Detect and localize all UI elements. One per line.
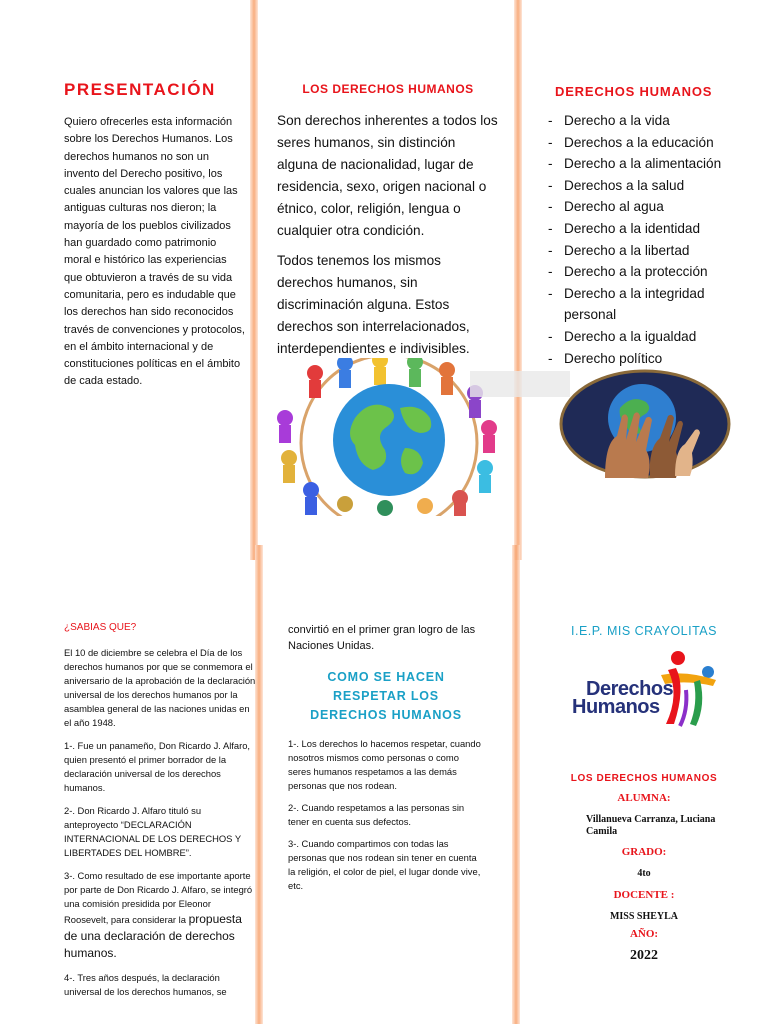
fold-line-right-bottom <box>512 545 520 1024</box>
list-item: - Derecho a la protección <box>548 264 708 280</box>
derechos-humanos-logo <box>532 648 756 740</box>
fold-line-left-top <box>250 0 258 560</box>
logo-text: Derechos Humanos <box>572 678 674 718</box>
rights-list-panel <box>548 84 748 369</box>
anio-value: 2022 <box>630 948 658 963</box>
definition-paragraph-1: Son derechos inherentes a todos los seres humanos, sin distinción alguna de nacionalidad, lugar de residencia, sexo, origen nacional o étnico, color, religión, lengua o cualquier otra condición. <box>277 113 498 238</box>
continuation-text: convirtió en el primer gran logro de las Naciones Unidas. <box>288 624 476 652</box>
children-around-globe-illustration <box>275 358 503 516</box>
respect-point-2: 2-. Cuando respetamos a las personas sin tener en cuenta sus defectos. <box>288 802 465 827</box>
anio-label: AÑO: <box>629 928 659 940</box>
presentation-body: Quiero ofrecerles esta información sobre los Derechos Humanos. Los derechos humanos no son un invento del Derecho positivo, los cuales anuncian los valores que las antiguas culturas nos dieron; la mayoría de los pueblos civilizados han guardado como patrimonio moral e histórico las experiencias que obtuvieron a través de su vida comunitaria, pero es indudable que los derechos han sido reconocidos través de convenciones y protocolos, en el ámbito internacional y de constituciones políticas en el ámbito de cada estado. <box>64 116 245 388</box>
grado-label: GRADO: <box>621 846 667 858</box>
school-name: I.E.P. MIS CRAYOLITAS <box>571 624 717 638</box>
fold-line-left-bottom <box>255 545 263 1024</box>
did-you-know-paragraph-2: 1-. Fue un panameño, Don Ricardo J. Alfaro, quien presentó el primer borrador de la declaración universal de los derechos humanos. <box>64 740 251 793</box>
cover-panel <box>532 624 756 964</box>
how-to-respect-title: COMO SE HACEN RESPETAR LOS DERECHOS HUMANOS <box>310 670 462 722</box>
presentation-title: PRESENTACIÓN <box>64 80 216 99</box>
list-item: - Derecho a la igualdad <box>548 328 697 344</box>
did-you-know-title: ¿SABIAS QUE? <box>64 622 137 633</box>
grado-value: 4to <box>637 868 651 879</box>
list-item: - Derecho a la vida <box>548 113 670 128</box>
presentation-panel <box>64 80 246 391</box>
did-you-know-paragraph-5: 4-. Tres años después, la declaración universal de los derechos humanos, se <box>64 972 227 997</box>
list-item: - Derechos a la salud <box>548 177 685 193</box>
respect-point-3: 3-. Cuando compartimos con todas las personas que nos rodean sin tener en cuenta la religión, el color de piel, el lugar donde vive, etc. <box>288 838 481 891</box>
list-item: - Derecho al agua <box>548 199 664 215</box>
definition-panel <box>277 82 499 360</box>
alumna-value: Villanueva Carranza, Luciana Camila <box>586 814 716 837</box>
rights-list <box>548 110 748 369</box>
respect-point-1: 1-. Los derechos lo hacemos respetar, cuando nosotros mismos como personas o como seres humanos respetamos a las demás personas que nos rodean. <box>288 738 481 791</box>
list-item: - Derechos a la educación <box>548 134 714 150</box>
did-you-know-paragraph-3: 2-. Don Ricardo J. Alfaro tituló su anteproyecto “DECLARACIÓN INTERNACIONAL DE LOS DERECHOS Y LIBERTADES DEL HOMBRE”. <box>64 805 241 858</box>
list-item: - Derecho a la identidad <box>548 220 701 236</box>
list-item: - Derecho a la integridad personal <box>548 285 705 323</box>
docente-value: MISS SHEYLA <box>609 911 679 922</box>
how-to-respect-panel <box>288 622 484 893</box>
did-you-know-paragraph-4: 3-. Como resultado de ese importante aporte por parte de Don Ricardo J. Alfaro, se integró una comisión presidida por Eleonor Roosevelt, para considerar la propuesta de una declaración de derechos humanos. <box>64 870 253 960</box>
did-you-know-panel <box>64 622 256 999</box>
list-item: - Derecho a la alimentación <box>548 156 722 172</box>
docente-label: DOCENTE : <box>613 889 675 901</box>
rights-list-title: DERECHOS HUMANOS <box>555 84 713 99</box>
cover-title: LOS DERECHOS HUMANOS <box>570 773 718 784</box>
did-you-know-paragraph-1: El 10 de diciembre se celebra el Día de los derechos humanos por que se conmemora el aniversario de la aprobación de la declaración universal de los derechos humanos por la asamblea general de las naciones unidas en el año 1948. <box>64 647 256 728</box>
hands-globe-illustration <box>470 368 732 480</box>
definition-title: LOS DERECHOS HUMANOS <box>302 82 474 96</box>
definition-paragraph-2: Todos tenemos los mismos derechos humanos, sin discriminación alguna. Estos derechos son interrelacionados, interdependientes e indivisibles. <box>277 253 470 356</box>
list-item: - Derecho político <box>548 350 663 366</box>
list-item: - Derecho a la libertad <box>548 242 690 258</box>
alumna-label: ALUMNA: <box>617 792 671 804</box>
